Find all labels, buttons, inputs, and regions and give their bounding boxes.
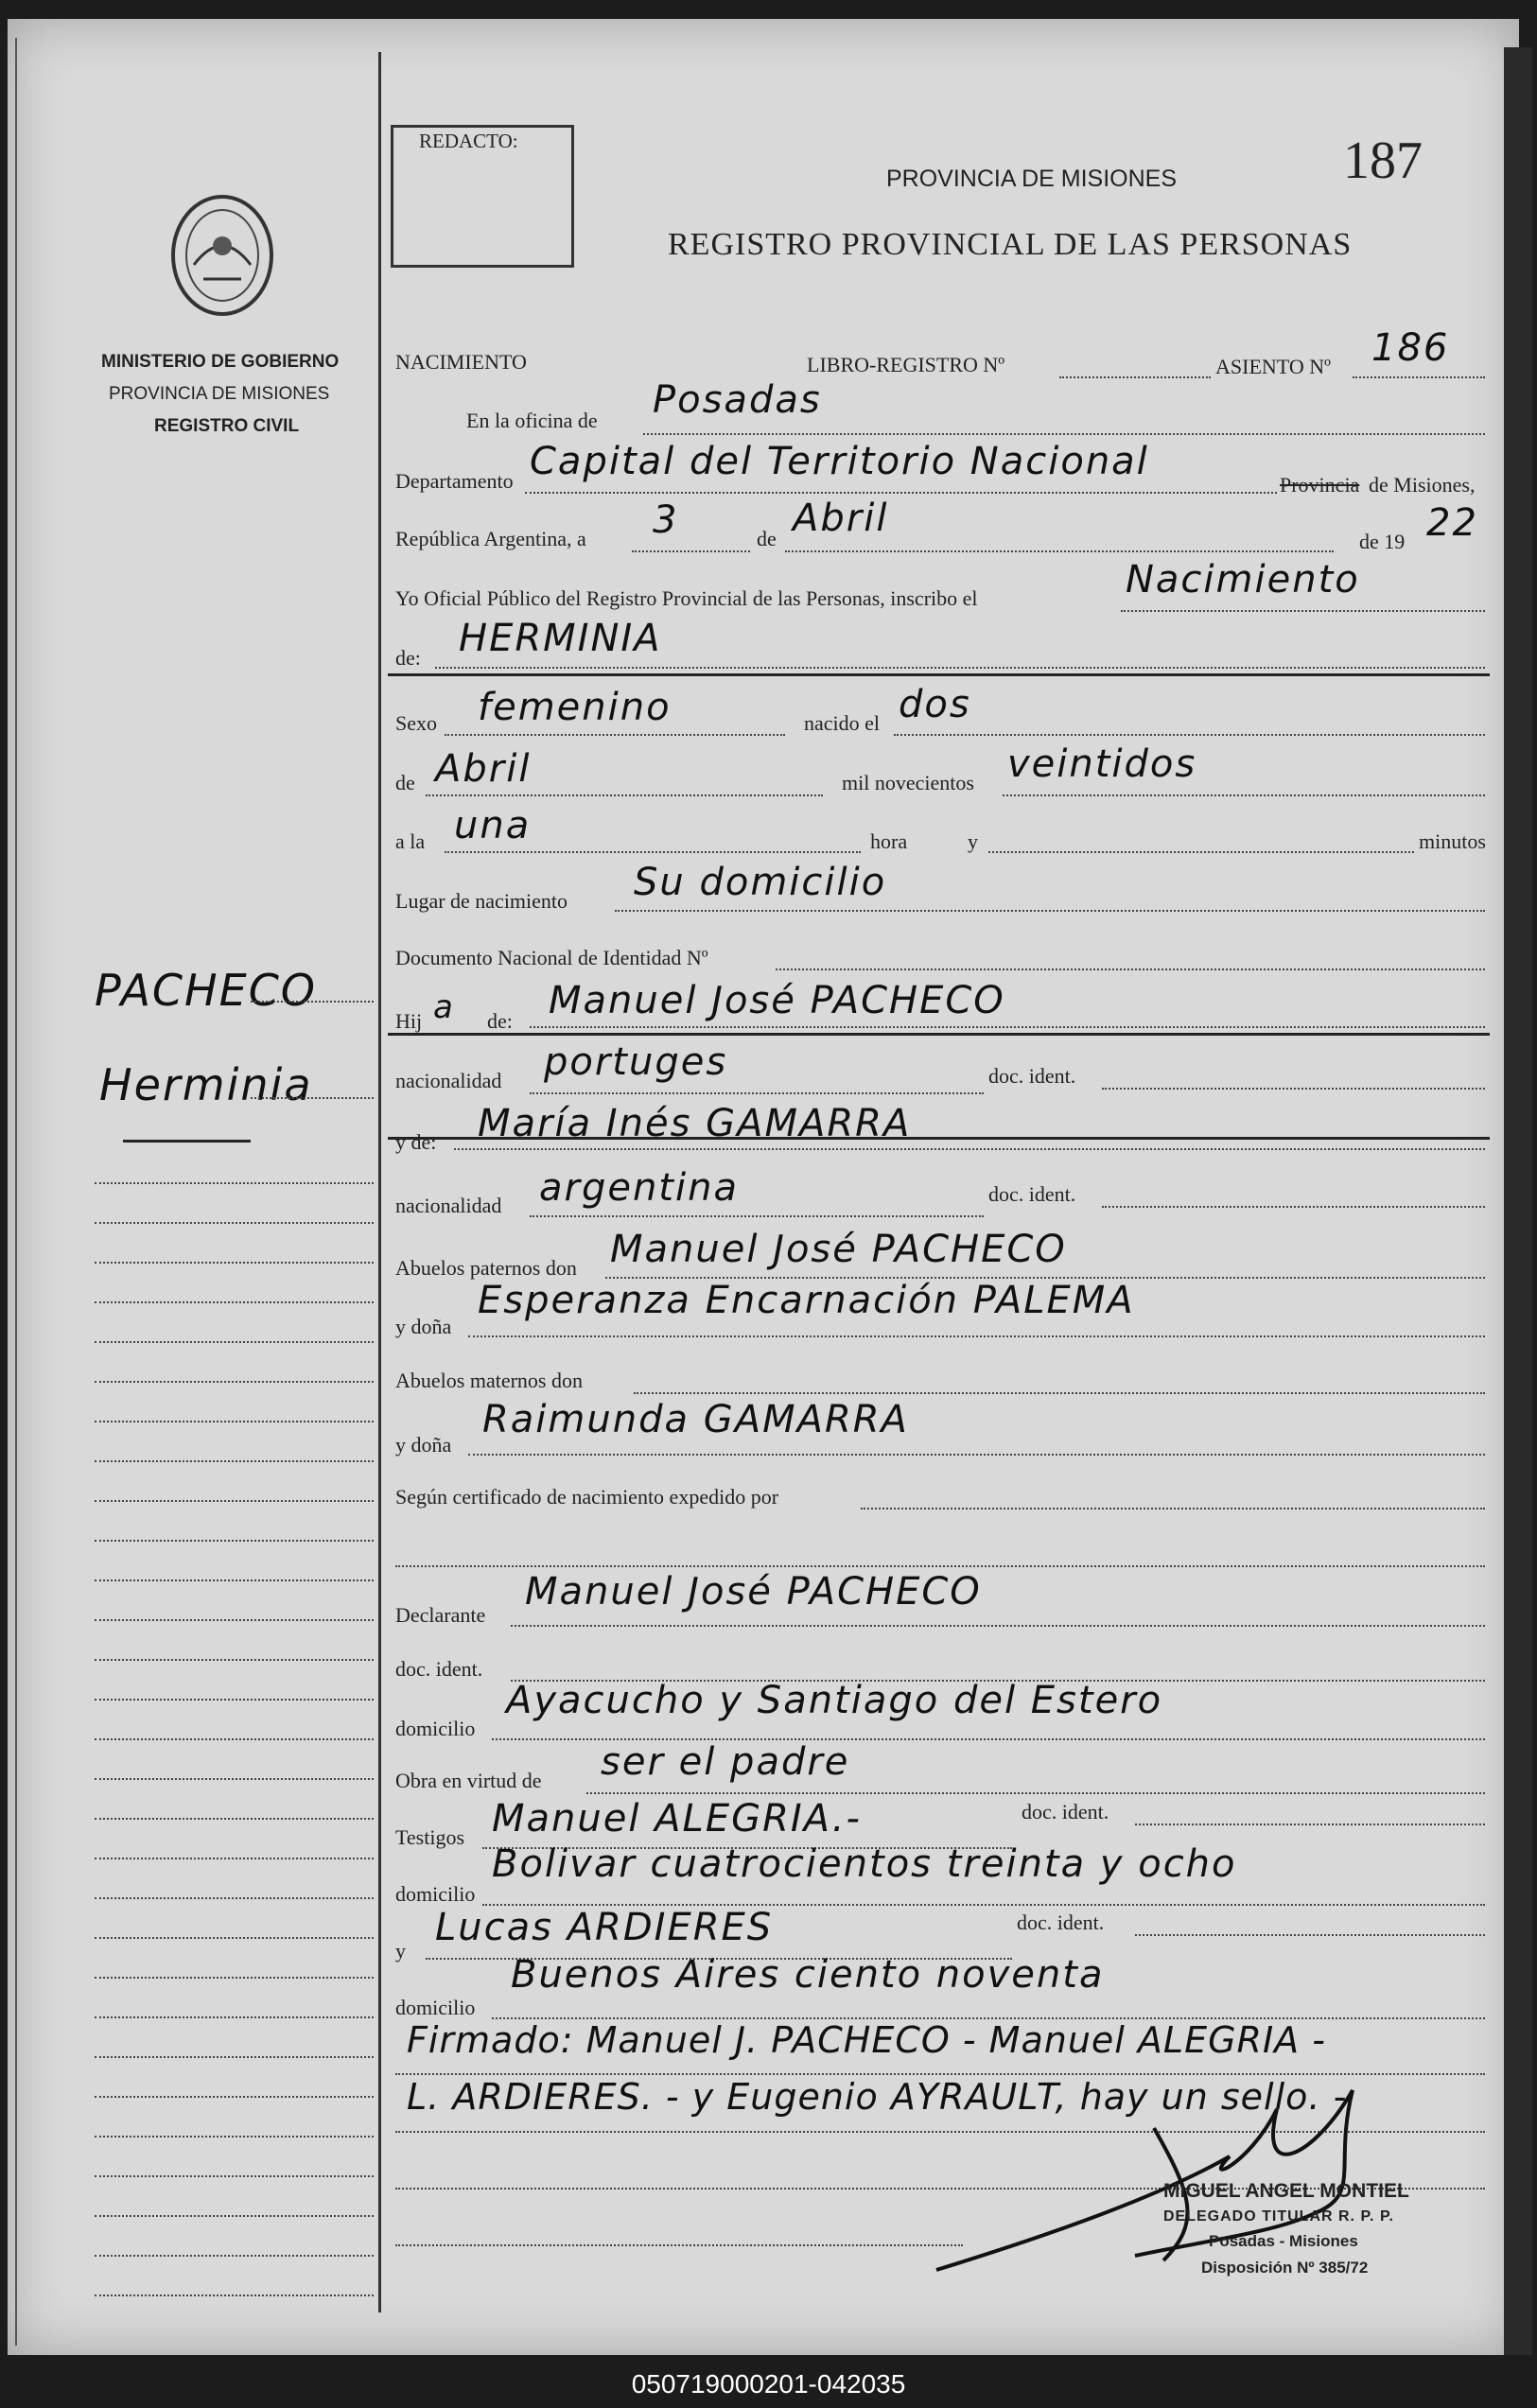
margin-ruled-line [95,1182,374,1184]
lugar-value: Su domicilio [634,861,887,904]
oficina-line [643,433,1485,435]
lugar-label: Lugar de nacimiento [395,889,568,913]
oficial-line [1121,610,1485,612]
docident-t2-line [1135,1934,1485,1936]
padre-line [530,1026,1485,1028]
abpatd-line [468,1335,1485,1337]
docident-padre-label: doc. ident. [988,1064,1076,1088]
nac-madre-value: argentina [539,1166,739,1210]
asiento-value: 186 [1371,326,1450,370]
hija-suffix: a [433,988,455,1026]
margin-ruled-line [95,1222,374,1224]
margin-ruled-line [95,1341,374,1343]
domicilio-decl-label: domicilio [395,1717,476,1740]
redacto-label: REDACTO: [419,130,518,152]
docident-decl-label: doc. ident. [395,1657,483,1681]
segun-line-2 [395,1565,1485,1567]
abmatd-line [468,1454,1485,1456]
nac-madre-label: nacionalidad [395,1194,502,1217]
margin-ruled-line [95,1937,374,1939]
departamento-value: Capital del Territorio Nacional [530,440,1149,483]
testigo1-value: Manuel ALEGRIA.- [492,1797,862,1841]
hija-label: Hij [395,1009,423,1033]
left-binding [15,38,17,2346]
libro-line [1059,376,1211,378]
de2-label: de: [395,646,421,670]
lugar-line [615,910,1485,912]
declarante-label: Declarante [395,1603,486,1627]
madre-value: María Inés GAMARRA [478,1102,912,1145]
nac-padre-label: nacionalidad [395,1069,502,1092]
abmatd-value: Raimunda GAMARRA [482,1398,909,1441]
y2-label: y [395,1939,406,1963]
firmado-line-1: Firmado: Manuel J. PACHECO - Manuel ALEGRIA - [407,2019,1326,2061]
nac-madre-line [530,1215,984,1217]
ydona-mat-label: y doña [395,1433,452,1457]
dia-line [632,550,750,552]
footer-image-id: 050719000201-042035 [631,2369,906,2399]
mes-value: Abril [793,497,889,540]
mes2-value: Abril [435,747,532,791]
docident-padre-line [1102,1088,1485,1090]
oficial-label: Yo Oficial Público del Registro Provincial de las Personas, inscribo el [395,586,978,610]
firmado-line-2: L. ARDIERES. - y Eugenio AYRAULT, hay un sello. - [407,2076,1348,2118]
provincia-strike: Provincia [1280,473,1360,497]
ministry-label: MINISTERIO DE GOBIERNO [101,352,340,372]
oficina-value: Posadas [653,378,822,422]
docident-t1-line [1135,1823,1485,1825]
mes-line [785,550,1334,552]
margin-ruled-line [95,2295,374,2296]
margin-ruled-line [251,1001,374,1003]
page-edge [1504,47,1532,2355]
de3-label: de [395,771,415,794]
nac-padre-line [530,1092,984,1094]
nacido-label: nacido el [804,711,881,735]
margin-ruled-line [95,1301,374,1303]
minutos-line [988,851,1414,853]
margin-ruled-line [95,2016,374,2018]
civil-registry-label: REGISTRO CIVIL [154,416,300,436]
docident-madre-line [1102,1206,1485,1208]
margin-ruled-line [95,2255,374,2257]
domicilio-t1-label: domicilio [395,1882,476,1906]
margin-ruled-line [95,1500,374,1502]
libro-label: LIBRO-REGISTRO Nº [807,353,1005,376]
dia-value: 3 [653,498,679,542]
abpat-value: Manuel José PACHECO [610,1228,1067,1271]
domicilio-t2-value: Buenos Aires ciento noventa [511,1953,1105,1997]
anio-label: de 19 [1359,530,1406,553]
mil-label: mil novecientos [842,771,974,794]
hora-line [445,851,861,853]
margin-ruled-line [95,2175,374,2177]
testigo2-value: Lucas ARDIERES [435,1906,774,1949]
header-province: PROVINCIA DE MISIONES [886,166,1178,192]
margin-ruled-line [95,1421,374,1422]
obra-label: Obra en virtud de [395,1769,542,1792]
republica-label: República Argentina, a [395,527,586,550]
margin-ruled-line [95,2215,374,2217]
sexo-label: Sexo [395,711,437,735]
hora-label: hora [870,829,908,853]
hija-de-label: de: [487,1009,513,1033]
docident-t1-label: doc. ident. [1022,1800,1109,1823]
margin-ruled-line [95,1460,374,1462]
page-number: 187 [1343,131,1423,190]
margin-underline [123,1140,251,1143]
segun-line [861,1508,1485,1509]
oficina-label: En la oficina de [466,409,598,432]
section-divider-3 [388,1137,1490,1140]
margin-ruled-line [95,1778,374,1780]
hora-value: una [454,804,532,847]
dni-line [776,968,1485,970]
mes2-line [426,794,823,796]
obra-value: ser el padre [601,1740,850,1784]
stamp-role: DELEGADO TITULAR R. P. P. [1163,2208,1394,2225]
margin-ruled-line [95,1699,374,1701]
section-divider-1 [388,673,1490,676]
domicilio-t2-label: domicilio [395,1996,476,2019]
nacimiento-label: NACIMIENTO [395,350,527,374]
stamp-place: Posadas - Misiones [1209,2232,1358,2250]
margin-ruled-line [95,1381,374,1383]
padre-value: Manuel José PACHECO [549,979,1005,1022]
seal-emblem [166,189,279,322]
abpat-label: Abuelos paternos don [395,1256,577,1280]
stamp-disposition: Disposición Nº 385/72 [1201,2259,1369,2277]
abmat-label: Abuelos maternos don [395,1369,583,1392]
margin-ruled-line [95,1579,374,1581]
de-label: de [757,527,777,550]
abmat-line [634,1392,1485,1394]
ala-label: a la [395,829,426,853]
mil-line [1003,794,1485,796]
domicilio-decl-value: Ayacucho y Santiago del Estero [506,1679,1163,1722]
margin-ruled-line [95,1619,374,1621]
anio-value: 22 [1426,501,1478,545]
mil-value: veintidos [1007,742,1197,786]
nacido-value: dos [899,683,971,726]
section-divider-2 [388,1033,1490,1036]
margin-ruled-line [95,1977,374,1979]
nombre-value: HERMINIA [459,617,662,660]
ydona-pat-label: y doña [395,1315,452,1338]
obra-line [586,1792,1485,1794]
sexo-value: femenino [478,686,672,729]
docident-madre-label: doc. ident. [988,1182,1076,1206]
departamento-label: Departamento [395,469,514,493]
margin-ruled-line [95,1738,374,1740]
yde-label: y de: [395,1130,437,1154]
margin-ruled-line [95,2096,374,2098]
margin-given-name: Herminia [99,1059,313,1110]
margin-ruled-line [95,1818,374,1820]
margin-ruled-line [251,1097,374,1099]
minutos-label: minutos [1419,829,1486,853]
margin-ruled-line [95,1540,374,1542]
declarante-line [511,1625,1485,1627]
margin-ruled-line [95,1262,374,1264]
margin-ruled-line [95,1659,374,1661]
declarante-value: Manuel José PACHECO [525,1570,982,1614]
dni-label: Documento Nacional de Identidad Nº [395,946,708,969]
margin-ruled-line [95,1897,374,1899]
margin-ruled-line [95,1858,374,1859]
asiento-line [1353,376,1485,378]
asiento-label: ASIENTO Nº [1215,355,1331,378]
docident-t2-label: doc. ident. [1017,1911,1105,1934]
stamp-name: MIGUEL ANGEL MONTIEL [1163,2180,1409,2202]
nacido-line [894,734,1485,736]
testigos-label: Testigos [395,1825,465,1849]
sexo-line [445,734,785,736]
oficial-value: Nacimiento [1126,558,1360,602]
margin-ruled-line [95,2136,374,2138]
margin-surname: PACHECO [95,965,318,1016]
extra-line-4 [395,2244,963,2246]
segun-label: Según certificado de nacimiento expedido por [395,1485,779,1509]
departamento-line [525,492,1277,494]
margin-ruled-line [95,2056,374,2058]
domicilio-t1-value: Bolivar cuatrocientos treinta y ocho [492,1842,1237,1886]
nac-padre-value: portuges [544,1040,728,1084]
header-title: REGISTRO PROVINCIAL DE LAS PERSONAS [668,227,1353,262]
provincia-rest: de Misiones, [1369,473,1476,497]
y-label: y [968,829,978,853]
abpatd-value: Esperanza Encarnación PALEMA [478,1279,1135,1322]
nombre-line [435,667,1485,669]
official-signature [917,2052,1409,2289]
province-label: PROVINCIA DE MISIONES [109,384,330,404]
margin-rule [378,52,381,2312]
madre-line [454,1148,1485,1150]
